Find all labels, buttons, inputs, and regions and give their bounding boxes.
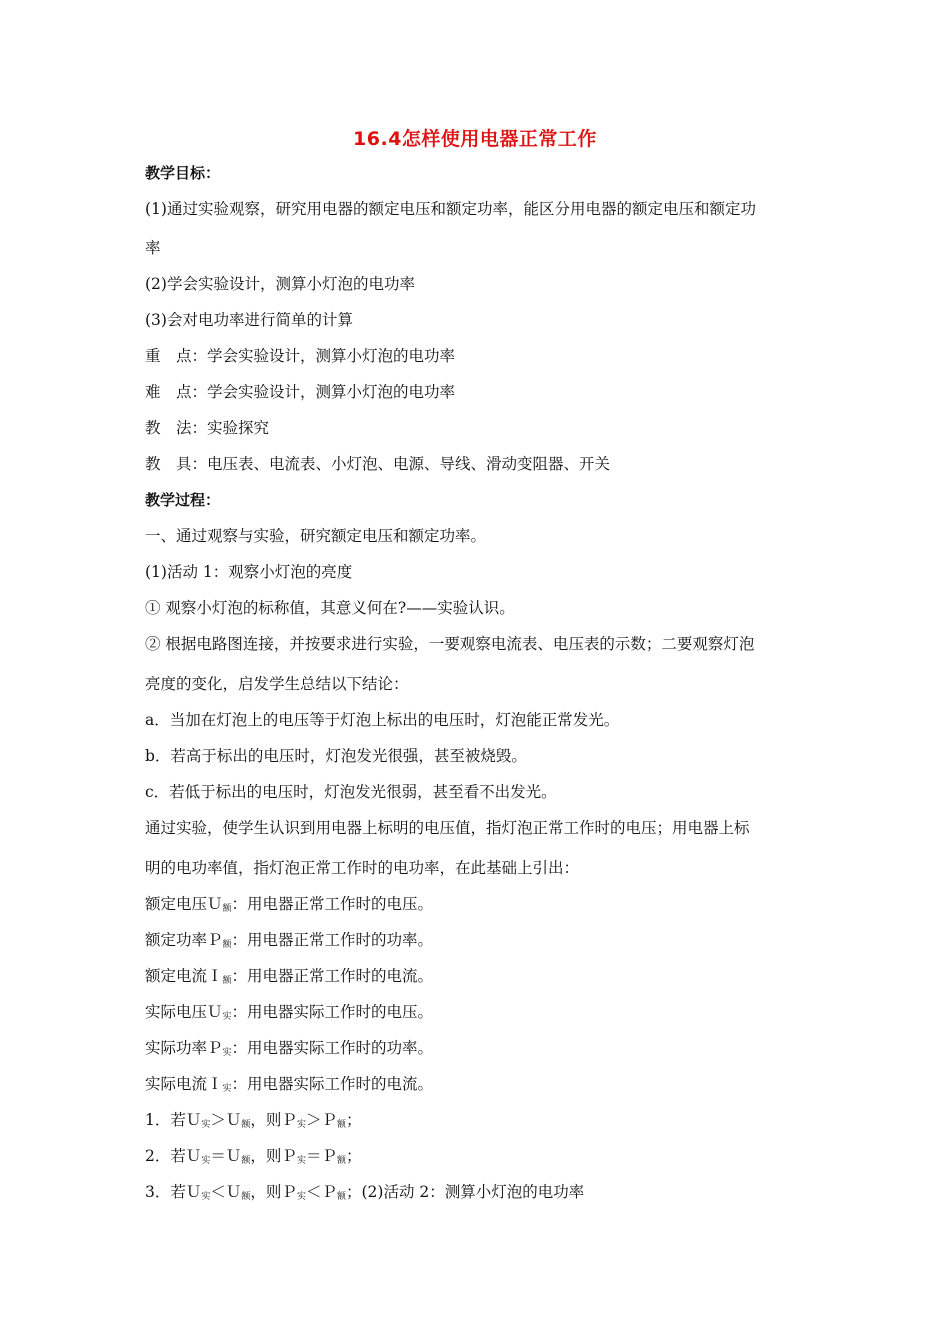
conclusion-c: c．若低于标出的电压时，灯泡发光很弱，甚至看不出发光。	[145, 783, 557, 801]
step-2-line-1: ② 根据电路图连接，并按要求进行实验，一要观察电流表、电压表的示数；二要观察灯泡	[145, 635, 755, 653]
goal-3: (3)会对电功率进行简单的计算	[145, 311, 353, 329]
definition-actual-voltage: 实际电压Ｕ$_实$：用电器实际工作时的电压。	[145, 1003, 434, 1022]
summary-line-2: 明的电功率值，指灯泡正常工作时的电功率，在此基础上引出：	[145, 859, 580, 877]
relation-1: 1．若Ｕ$_实$＞Ｕ$_额$，则Ｐ$_实$＞Ｐ$_额$；	[145, 1111, 362, 1130]
goal-1-line-2: 率	[145, 239, 161, 257]
document-title: 16.4怎样使用电器正常工作	[353, 128, 597, 150]
goal-2: (2)学会实验设计，测算小灯泡的电功率	[145, 275, 415, 293]
relation-3: 3．若Ｕ$_实$＜Ｕ$_额$，则Ｐ$_实$＜Ｐ$_额$；(2)活动 2：测算小灯泡的电功率	[145, 1183, 585, 1202]
conclusion-a: a．当加在灯泡上的电压等于灯泡上标出的电压时，灯泡能正常发光。	[145, 711, 620, 729]
relation-2: 2．若Ｕ$_实$＝Ｕ$_额$，则Ｐ$_实$＝Ｐ$_额$；	[145, 1147, 362, 1166]
step-2-line-2: 亮度的变化，启发学生总结以下结论：	[145, 675, 409, 693]
definition-actual-current: 实际电流Ｉ$_实$：用电器实际工作时的电流。	[145, 1075, 434, 1094]
definition-rated-current: 额定电流Ｉ$_额$：用电器正常工作时的电流。	[145, 967, 434, 986]
process-heading: 教学过程：	[145, 491, 221, 509]
key-point: 重 点：学会实验设计，测算小灯泡的电功率	[145, 347, 456, 365]
definition-actual-power: 实际功率Ｐ$_实$：用电器实际工作时的功率。	[145, 1039, 434, 1058]
summary-line-1: 通过实验，使学生认识到用电器上标明的电压值，指灯泡正常工作时的电压；用电器上标	[145, 819, 750, 837]
difficulty: 难 点：学会实验设计，测算小灯泡的电功率	[145, 383, 456, 401]
goal-1-line-1: (1)通过实验观察，研究用电器的额定电压和额定功率，能区分用电器的额定电压和额定功	[145, 200, 756, 218]
teaching-method: 教 法：实验探究	[145, 419, 270, 437]
activity-1: (1)活动 1：观察小灯泡的亮度	[145, 563, 353, 581]
teaching-tools: 教 具：电压表、电流表、小灯泡、电源、导线、滑动变阻器、开关	[145, 455, 611, 473]
process-paragraph-1: 一、通过观察与实验，研究额定电压和额定功率。	[145, 527, 487, 545]
definition-rated-voltage: 额定电压Ｕ$_额$：用电器正常工作时的电压。	[145, 895, 434, 914]
step-1: ① 观察小灯泡的标称值，其意义何在?——实验认识。	[145, 599, 515, 617]
goals-heading: 教学目标：	[145, 164, 221, 182]
conclusion-b: b．若高于标出的电压时，灯泡发光很强，甚至被烧毁。	[145, 747, 527, 765]
definition-rated-power: 额定功率Ｐ$_额$：用电器正常工作时的功率。	[145, 931, 434, 950]
